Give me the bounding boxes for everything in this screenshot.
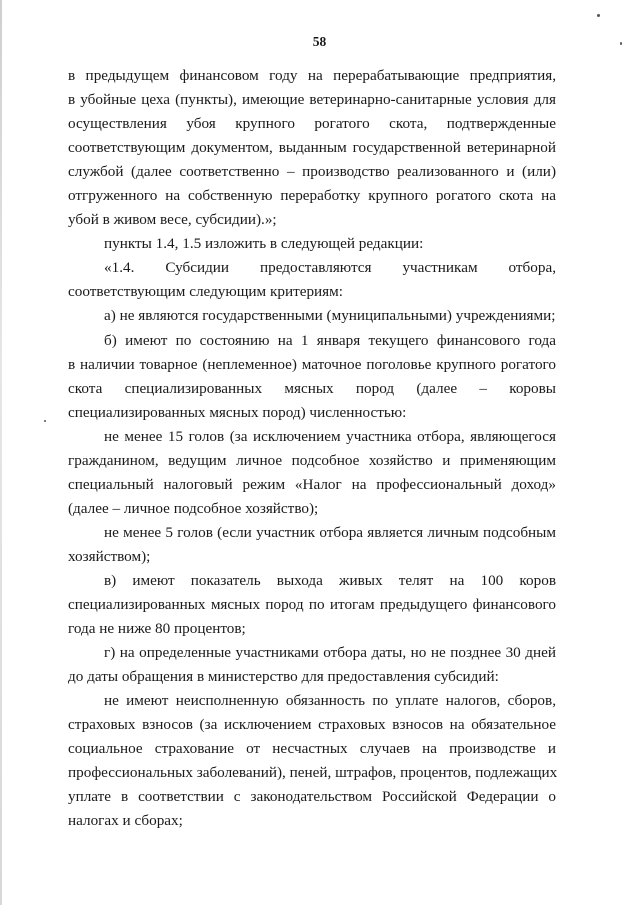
body-text — [68, 64, 556, 834]
text-line: социальное страхование от несчастных случаев на производстве и — [68, 740, 556, 758]
text-line: гражданином, ведущим личное подсобное хозяйство и применяющим — [68, 451, 556, 469]
text-line: не менее 15 голов (за исключением участника отбора, являющегося — [104, 427, 556, 445]
text-line: соответствующим следующим критериям: — [68, 283, 343, 301]
text-line: г) на определенные участниками отбора даты, но не позднее 30 дней — [104, 644, 556, 662]
text-line: специализированных мясных пород по итогам предыдущего финансового — [68, 596, 556, 614]
scan-speck — [597, 14, 600, 17]
text-line: в предыдущем финансовом году на перерабатывающие предприятия, — [68, 67, 556, 84]
text-line: года не ниже 80 процентов; — [68, 620, 246, 638]
text-line: убой в живом весе, субсидии).»; — [68, 211, 277, 229]
text-line: отгруженного на собственную переработку крупного рогатого скота на — [68, 187, 556, 205]
page-number: 58 — [312, 34, 327, 49]
scan-speck — [620, 42, 622, 45]
scan-left-edge — [0, 0, 2, 905]
text-line: уплате в соответствии с законодательством Российской Федерации о — [68, 788, 556, 806]
text-line: соответствующим документом, выданным государственной ветеринарной — [68, 139, 556, 157]
text-line: налогах и сборах; — [68, 812, 183, 830]
text-line: хозяйством); — [68, 547, 151, 565]
text-line: «1.4. Субсидии предоставляются участникам отбора, — [104, 259, 556, 277]
text-line: пункты 1.4, 1.5 изложить в следующей редакции: — [104, 235, 424, 253]
text-line: в наличии товарное (неплеменное) маточное поголовье крупного рогатого — [68, 355, 556, 373]
text-line: скота специализированных мясных пород (далее – коровы — [68, 379, 556, 397]
text-line: специальный налоговый режим «Налог на профессиональный доход» — [68, 475, 556, 493]
text-line: страховых взносов (за исключением страховых взносов на обязательное — [68, 716, 556, 734]
scan-speck — [44, 420, 46, 422]
text-line: осуществления убоя крупного рогатого скота, подтвержденные — [68, 115, 556, 133]
text-line: не имеют неисполненную обязанность по уплате налогов, сборов, — [104, 692, 556, 710]
text-line: б) имеют по состоянию на 1 января текущего финансового года — [104, 331, 556, 349]
text-line: не менее 5 голов (если участник отбора является личным подсобным — [104, 523, 556, 541]
text-line: службой (далее соответственно – производство реализованного и (или) — [68, 163, 556, 181]
text-line: в убойные цеха (пункты), имеющие ветеринарно-санитарные условия для — [68, 91, 556, 109]
text-line: (далее – личное подсобное хозяйство); — [68, 499, 319, 517]
text-line: а) не являются государственными (муниципальными) учреждениями; — [104, 307, 556, 325]
text-line: в) имеют показатель выхода живых телят на 100 коров — [104, 571, 556, 589]
text-line: специализированных мясных пород) численностью: — [68, 403, 407, 421]
text-line: до даты обращения в министерство для предоставления субсидий: — [68, 668, 499, 686]
text-line: профессиональных заболеваний), пеней, штрафов, процентов, подлежащих — [68, 764, 558, 782]
